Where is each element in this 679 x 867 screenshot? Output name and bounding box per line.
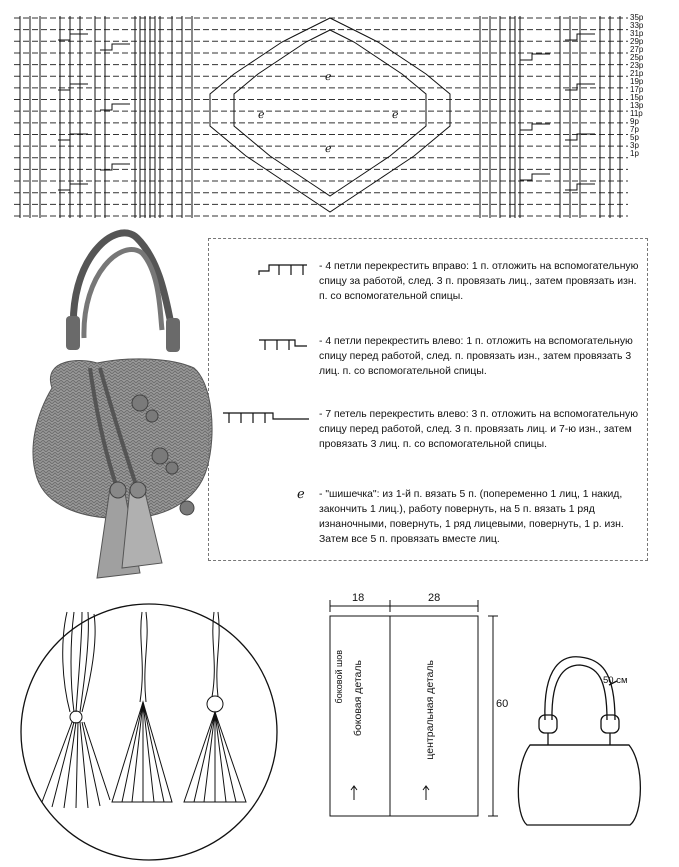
cross-right-4-icon	[257, 261, 309, 277]
bag-sketch	[505, 645, 670, 845]
row-label: 35р	[630, 13, 644, 22]
row-label: 1р	[630, 149, 639, 158]
row-label: 15р	[630, 93, 644, 102]
handle-length-label: 50 см	[603, 675, 628, 686]
legend-text-cross-left-4: - 4 петли перекрестить влево: 1 п. отложить на вспомогательную спицу перед работой, след. п. провязать изн., затем провязать 3 лиц. п. со вспомогательной спицы.	[319, 336, 633, 377]
bobble-icon: ℯ	[297, 487, 305, 502]
pattern-diagram	[318, 590, 508, 840]
chart-cable-cross	[58, 84, 88, 90]
side-part-label: боковая деталь	[352, 660, 364, 737]
row-label: 13р	[630, 101, 644, 110]
chart-cable-cross	[520, 174, 550, 180]
bobble-icon: ℯ	[325, 70, 332, 83]
center-part-label: центральная деталь	[424, 660, 436, 760]
legend-text-cross-right-4: - 4 петли перекрестить вправо: 1 п. отложить на вспомогательную спицу за работой, след. 3 п. провязать лиц., затем провязать изн. п. со вспомогательной спицы.	[319, 261, 639, 302]
row-label: 11р	[630, 109, 643, 118]
knitting-chart	[0, 0, 679, 225]
height-label: 60	[496, 698, 509, 710]
row-label: 7р	[630, 125, 639, 134]
bobble-icon: ℯ	[258, 108, 265, 121]
bobble-icon: ℯ	[392, 108, 399, 121]
row-label: 21р	[630, 69, 644, 78]
cross-left-4-icon	[257, 336, 309, 352]
chart-cable-cross	[58, 34, 88, 40]
bag-photo	[22, 218, 217, 588]
sketch-handle	[552, 665, 607, 720]
row-label: 25р	[630, 53, 644, 62]
row-label: 9р	[630, 117, 639, 126]
bobble-icon: ℯ	[325, 142, 332, 155]
legend-box	[208, 238, 648, 561]
center-width-label: 28	[428, 592, 441, 604]
row-label: 31р	[630, 29, 644, 38]
side-seam-label: боковой шов	[334, 650, 344, 704]
row-label: 23р	[630, 61, 644, 70]
chart-cable-cross	[520, 124, 550, 130]
row-label: 33р	[630, 21, 644, 30]
legend-text-bobble: - "шишечка": из 1-й п. вязать 5 п. (попеременно 1 лиц, 1 накид, закончить 1 лиц.), работу повернуть, на 5 п. вязать 1 ряд изнаночными, повернуть, 1 ряд лицевыми, повернуть, 1 р. изн. Затем все 5 п. провязать вместе лиц.	[319, 489, 624, 545]
chart-cable-cross	[58, 184, 88, 190]
chart-cable-cross	[520, 54, 550, 60]
bag-handle	[84, 250, 162, 338]
row-label: 17р	[630, 85, 644, 94]
tassel-steps-illustration	[12, 602, 286, 862]
row-label: 3р	[630, 141, 639, 150]
row-label: 27р	[630, 45, 644, 54]
legend-text-cross-left-7: - 7 петель перекрестить влево: 3 п. отложить на вспомогательную спицу перед работой, след. 3 п. провязать лиц. и 7-ю изн., затем провязать 3 лиц. п. со вспомогательной спицы.	[319, 409, 638, 450]
row-labels	[630, 14, 679, 158]
row-label: 5р	[630, 133, 639, 142]
row-label: 19р	[630, 77, 644, 86]
side-width-label: 18	[352, 592, 365, 604]
sketch-body	[518, 745, 640, 825]
diamond-outline	[210, 18, 450, 212]
cross-left-7-icon	[221, 409, 311, 425]
row-label: 29р	[630, 37, 644, 46]
